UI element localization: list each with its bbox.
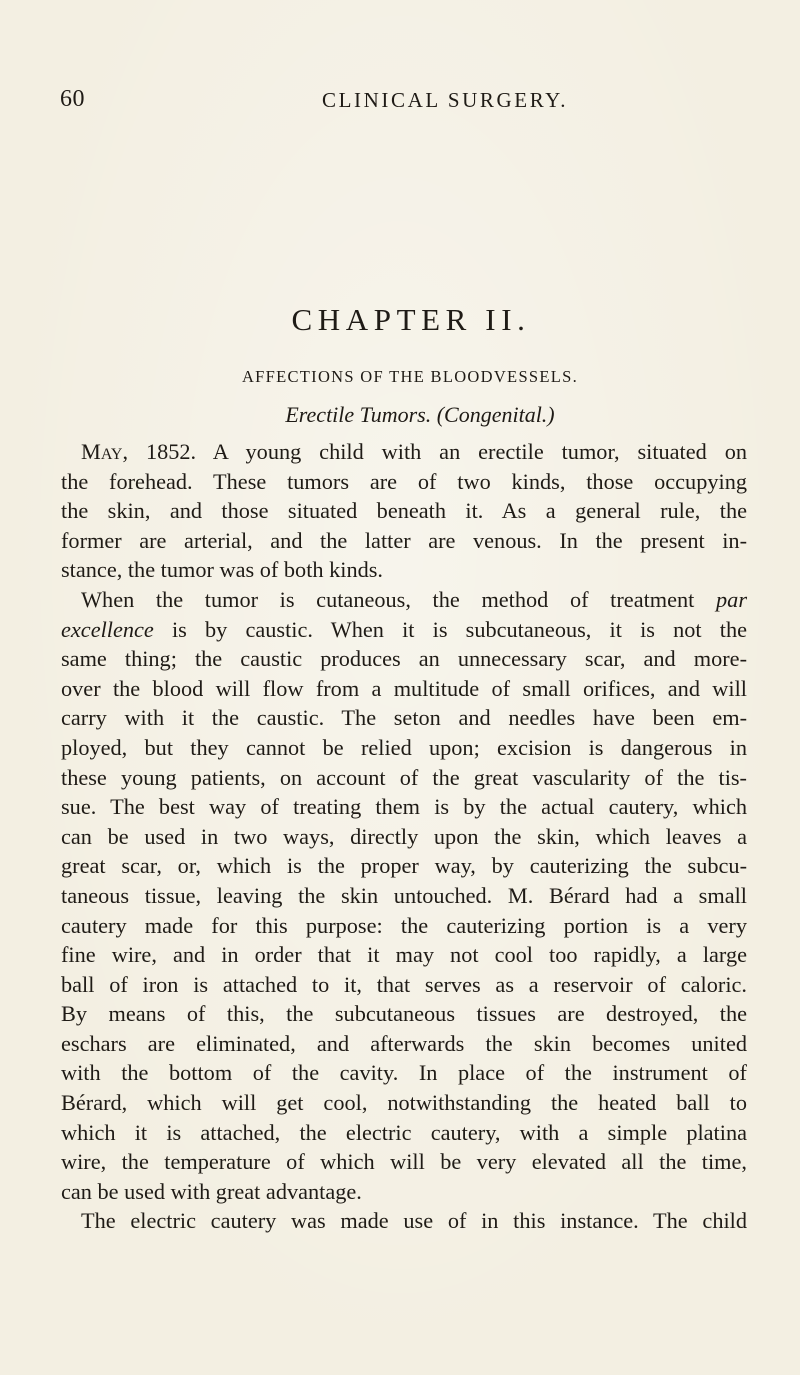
text-line [61, 615, 747, 645]
page-header [0, 86, 800, 116]
text-line: fine wire, and in order that it may not cool too rapidly, a large [61, 942, 747, 968]
text-line: great scar, or, which is the proper way, by cauterizing the subcu- [61, 853, 747, 879]
text-line [61, 437, 747, 467]
text-line: ball of iron is attached to it, that serves as a reservoir of caloric. [61, 971, 747, 997]
text-line: the forehead. These tumors are of two kinds, those occupying [61, 468, 747, 494]
text-line: eschars are eliminated, and afterwards the skin becomes united [61, 1030, 747, 1056]
running-head: CLINICAL SURGERY. [322, 88, 569, 112]
text-line: wire, the temperature of which will be very elevated all the time, [61, 1149, 747, 1175]
text-line: same thing; the caustic produces an unnecessary scar, and more- [61, 646, 747, 672]
chapter-title: CHAPTER II. [291, 302, 531, 337]
text-line: with the bottom of the cavity. In place of the instrument of [61, 1060, 747, 1086]
text-line: ployed, but they cannot be relied upon; excision is dangerous in [61, 734, 747, 760]
page-number: 60 [60, 86, 85, 112]
text-segment: When the tumor is cutaneous, the method of treatment [81, 586, 717, 612]
section-subtitle: Erectile Tumors. (Congenital.) [285, 402, 555, 427]
text-line: Bérard, which will get cool, notwithstanding the heated ball to [61, 1090, 747, 1116]
body-text [61, 437, 747, 1236]
text-line: sue. The best way of treating them is by the actual cautery, which [61, 794, 747, 820]
date-lead: May [81, 439, 123, 464]
text-line: The electric cautery was made use of in this instance. The child [81, 1208, 747, 1234]
section-title: AFFECTIONS OF THE BLOODVESSELS. [241, 367, 579, 386]
text-line: taneous tissue, leaving the skin untouched. M. Bérard had a small [61, 882, 747, 908]
text-line: which it is attached, the electric cautery, with a simple platina [61, 1119, 747, 1145]
text-line: these young patients, on account of the great vascularity of the tis- [61, 764, 747, 790]
text-line: former are arterial, and the latter are venous. In the present in- [61, 527, 747, 553]
text-line: carry with it the caustic. The seton and needles have been em- [61, 705, 747, 731]
text-line-rest: , 1852. A young child with an erectile tumor, situated on [122, 439, 747, 464]
text-line: can be used with great advantage. [61, 1178, 362, 1204]
text-line [61, 585, 747, 615]
text-line: By means of this, the subcutaneous tissues are destroyed, the [61, 1001, 747, 1027]
text-line: over the blood will flow from a multitude of small orifices, and will [61, 675, 747, 701]
text-line: cautery made for this purpose: the cauterizing portion is a very [61, 912, 747, 938]
text-line: can be used in two ways, directly upon the skin, which leaves a [61, 823, 747, 849]
text-line: stance, the tumor was of both kinds. [61, 557, 384, 583]
italic-phrase: excellence [61, 616, 154, 642]
text-line: the skin, and those situated beneath it. As a general rule, the [61, 498, 747, 524]
italic-phrase: par [716, 586, 747, 612]
text-segment: is by caustic. When it is subcutaneous, it is not the [153, 616, 747, 642]
